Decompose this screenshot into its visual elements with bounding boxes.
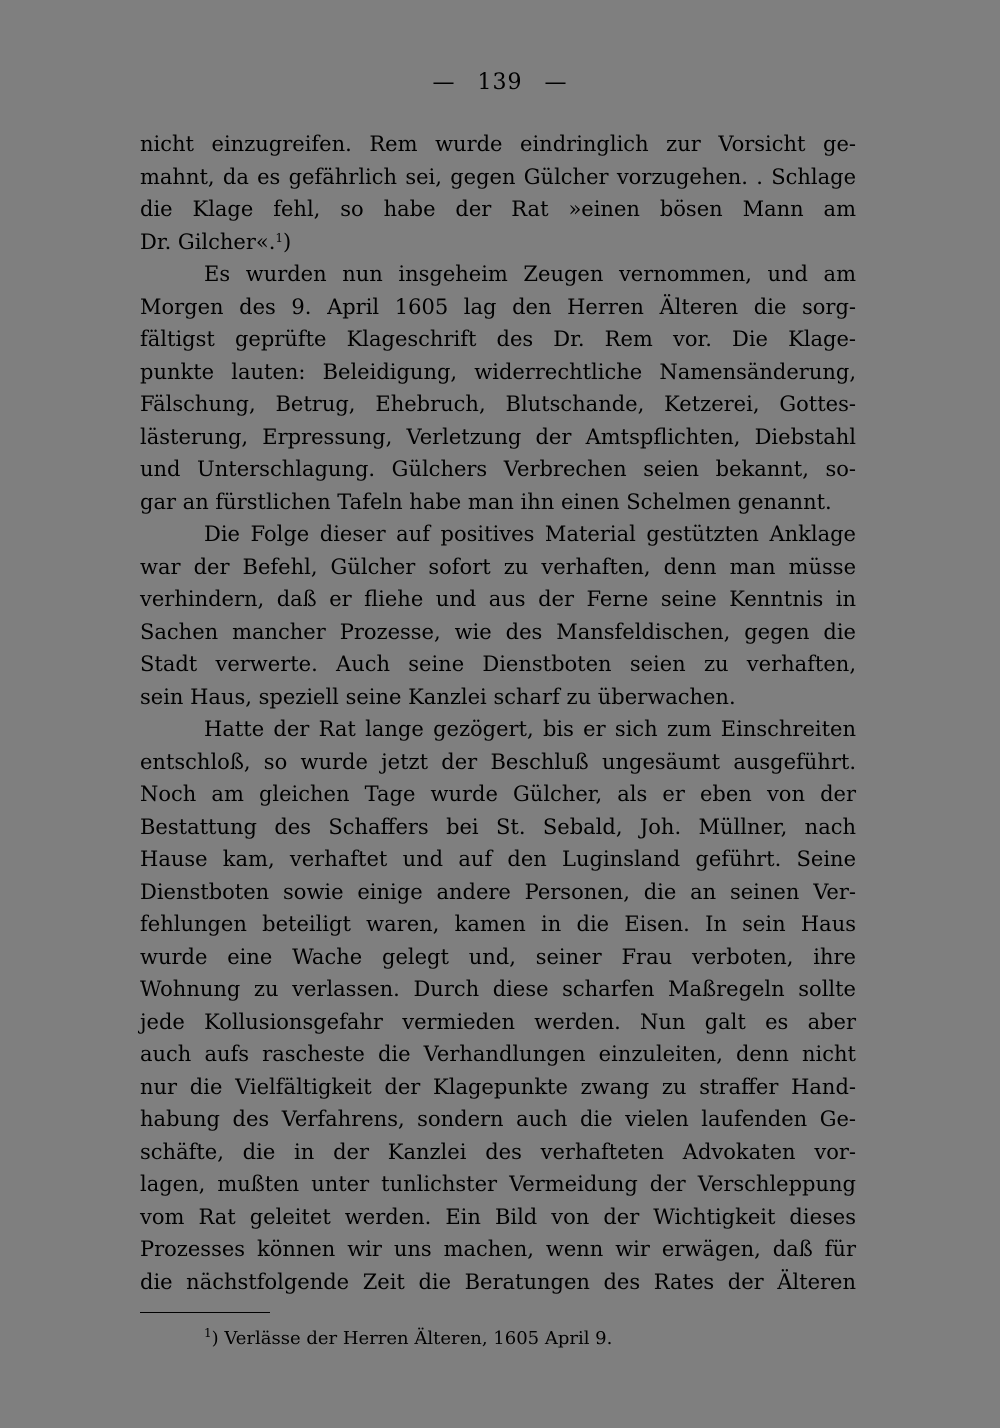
text-line <box>140 1266 856 1299</box>
line-text: verhindern, daß er fliehe und aus der Ferne seine Kenntnis in <box>140 587 856 611</box>
text-line <box>140 453 856 486</box>
text-line <box>140 1103 856 1136</box>
line-text: Dienstboten sowie einige andere Personen, die an seinen Ver- <box>140 879 856 904</box>
text-line <box>140 746 856 779</box>
line-text: Fälschung, Betrug, Ehebruch, Blutschande, Ketzerei, Gottes- <box>140 392 856 416</box>
line-text: Stadt verwerte. Auch seine Dienstboten seien zu verhaften, <box>140 652 856 676</box>
text-line <box>140 1201 856 1234</box>
line-text: fältigst geprüfte Klageschrift des Dr. Rem vor. Die Klage- <box>140 327 856 351</box>
text-line <box>140 258 856 291</box>
line-text: war der Befehl, Gülcher sofort zu verhaften, denn man müsse <box>140 554 856 579</box>
text-line <box>140 973 856 1006</box>
line-text: punkte lauten: Beleidigung, widerrechtliche Namensänderung, <box>140 359 856 384</box>
line-text: die nächstfolgende Zeit die Beratungen des Rates der Älteren <box>140 1269 856 1294</box>
line-text: die Klage fehl, so habe der Rat »einen bösen Mann am <box>140 197 856 221</box>
line-text: lästerung, Erpressung, Verletzung der Amtspflichten, Diebstahl <box>140 424 856 449</box>
text-line <box>140 388 856 421</box>
line-text: Prozesses können wir uns machen, wenn wir erwägen, daß für <box>140 1237 856 1261</box>
text-line <box>140 486 856 519</box>
text-line <box>140 161 856 194</box>
text-line <box>140 551 856 584</box>
footnote <box>204 1328 612 1349</box>
line-text: schäfte, die in der Kanzlei des verhafteten Advokaten vor- <box>140 1139 856 1164</box>
line-text: Sachen mancher Prozesse, wie des Mansfeldischen, gegen die <box>140 619 856 644</box>
line-text: Es wurden nun insgeheim Zeugen vernommen, und am <box>204 262 856 286</box>
line-text: Dr. Gilcher«. <box>140 229 276 254</box>
line-text: und Unterschlagung. Gülchers Verbrechen seien bekannt, so- <box>140 457 856 481</box>
text-line <box>140 291 856 324</box>
text-line <box>140 908 856 941</box>
text-line <box>140 1071 856 1104</box>
line-text: Bestattung des Schaffers bei St. Sebald, Joh. Müllner, nach <box>140 814 856 839</box>
text-line <box>140 843 856 876</box>
footnote-mark: 1 <box>204 1326 212 1340</box>
line-text: Wohnung zu verlassen. Durch diese scharfen Maßregeln sollte <box>140 977 856 1001</box>
line-text: wurde eine Wache gelegt und, seiner Frau verboten, ihre <box>140 944 856 969</box>
line-text: fehlungen beteiligt waren, kamen in die Eisen. In sein Haus <box>140 912 856 936</box>
text-line <box>140 193 856 226</box>
text-line <box>140 681 856 714</box>
text-line <box>140 1038 856 1071</box>
text-line <box>140 941 856 974</box>
text-line <box>140 128 856 161</box>
text-line <box>140 876 856 909</box>
text-line <box>140 713 856 746</box>
line-text: auch aufs rascheste die Verhandlungen einzuleiten, denn nicht <box>140 1042 856 1066</box>
line-text: mahnt, da es gefährlich sei, gegen Gülcher vorzugehen. . Schlage <box>140 164 856 189</box>
text-line <box>140 421 856 454</box>
line-text: entschloß, so wurde jetzt der Beschluß ungesäumt ausgeführt. <box>140 749 856 774</box>
footnote-divider <box>140 1312 270 1313</box>
line-text: Morgen des 9. April 1605 lag den Herren Älteren die sorg- <box>140 294 856 319</box>
text-line <box>140 648 856 681</box>
line-text-suffix: ) <box>283 229 292 254</box>
text-line <box>140 1006 856 1039</box>
text-line <box>140 1233 856 1266</box>
line-text: sein Haus, speziell seine Kanzlei scharf zu überwachen. <box>140 684 736 709</box>
line-text: Die Folge dieser auf positives Material gestützten Anklage <box>204 522 856 546</box>
body-text <box>140 128 856 1298</box>
line-text: nicht einzugreifen. Rem wurde eindringlich zur Vorsicht ge- <box>140 132 856 156</box>
line-text: Noch am gleichen Tage wurde Gülcher, als er eben von der <box>140 782 856 806</box>
text-line <box>140 518 856 551</box>
text-line <box>140 356 856 389</box>
text-line <box>140 226 856 259</box>
line-text: nur die Vielfältigkeit der Klagepunkte zwang zu straffer Hand- <box>140 1074 856 1099</box>
text-line <box>140 583 856 616</box>
text-line <box>140 323 856 356</box>
text-line <box>140 616 856 649</box>
line-text: Hause kam, verhaftet und auf den Luginsland geführt. Seine <box>140 847 856 871</box>
page-number: — 139 — <box>432 70 568 95</box>
footnote-ref: 1 <box>275 230 284 245</box>
text-line <box>140 778 856 811</box>
line-text: lagen, mußten unter tunlichster Vermeidung der Verschleppung <box>140 1172 856 1196</box>
line-text: jede Kollusionsgefahr vermieden werden. Nun galt es aber <box>140 1009 856 1034</box>
line-text: gar an fürstlichen Tafeln habe man ihn einen Schelmen genannt. <box>140 489 832 514</box>
line-text: Hatte der Rat lange gezögert, bis er sich zum Einschreiten <box>204 717 856 741</box>
line-text: vom Rat geleitet werden. Ein Bild von der Wichtigkeit dieses <box>140 1204 856 1229</box>
text-line <box>140 811 856 844</box>
text-line <box>140 1168 856 1201</box>
text-line <box>140 1136 856 1169</box>
footnote-text: ) Verlässe der Herren Älteren, 1605 April 9. <box>211 1328 613 1349</box>
line-text: habung des Verfahrens, sondern auch die vielen laufenden Ge- <box>140 1107 856 1131</box>
